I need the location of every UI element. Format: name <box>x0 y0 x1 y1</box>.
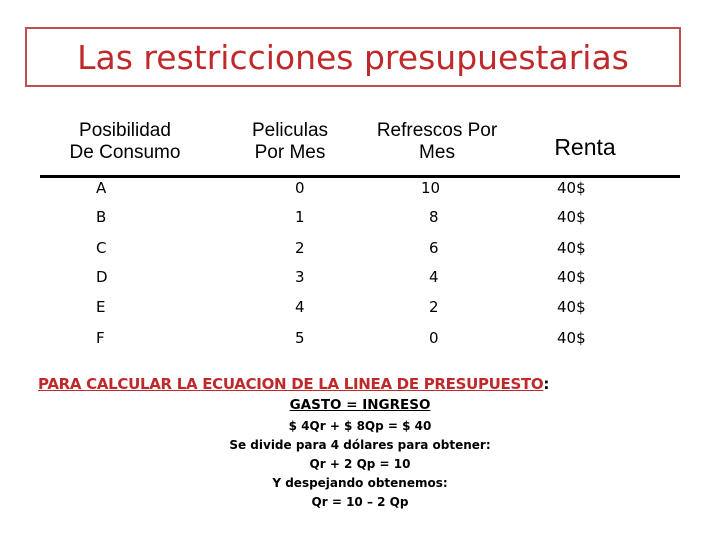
cell-peliculas: 3 <box>295 268 305 286</box>
cell-peliculas: 4 <box>295 298 305 316</box>
cell-renta: 40$ <box>557 179 586 197</box>
header-posibilidad <box>55 120 195 164</box>
calc-line-despejando: Y despejando obtenemos: <box>272 476 448 490</box>
cell-refrescos: 8 <box>429 208 439 226</box>
header-refrescos-text: Refrescos Por Mes <box>376 120 498 163</box>
slide-title: Las restricciones presupuestarias <box>77 37 629 77</box>
cell-renta: 40$ <box>557 329 586 347</box>
header-refrescos <box>362 120 512 164</box>
cell-peliculas: 1 <box>295 208 305 226</box>
cell-refrescos: 0 <box>429 329 439 347</box>
calc-line-simplified: Qr + 2 Qp = 10 <box>309 457 411 471</box>
cell-refrescos: 4 <box>429 268 439 286</box>
cell-renta: 40$ <box>557 268 586 286</box>
cell-option: B <box>96 208 107 226</box>
calc-heading-colon: : <box>543 375 550 393</box>
header-posibilidad-text: Posibilidad De Consumo <box>69 120 181 163</box>
header-renta-text: Renta <box>554 134 616 160</box>
cell-renta: 40$ <box>557 298 586 316</box>
cell-refrescos: 10 <box>421 179 441 197</box>
calc-line-equation: $ 4Qr + $ 8Qp = $ 40 <box>288 419 432 433</box>
title-box <box>25 27 681 87</box>
header-peliculas <box>235 120 345 164</box>
cell-peliculas: 2 <box>295 239 305 257</box>
calc-heading-text: PARA CALCULAR LA ECUACION DE LA LINEA DE PRESUPUESTO <box>38 375 544 393</box>
header-peliculas-text: Peliculas Por Mes <box>251 120 329 163</box>
cell-renta: 40$ <box>557 208 586 226</box>
calc-line-divide: Se divide para 4 dólares para obtener: <box>229 438 491 452</box>
header-rule <box>40 175 680 178</box>
cell-peliculas: 0 <box>295 179 305 197</box>
cell-option: A <box>96 179 107 197</box>
cell-option: D <box>96 268 108 286</box>
header-renta <box>535 136 635 158</box>
cell-refrescos: 2 <box>429 298 439 316</box>
cell-peliculas: 5 <box>295 329 305 347</box>
calc-heading <box>38 375 549 393</box>
calc-line-result: Qr = 10 – 2 Qp <box>311 495 409 509</box>
cell-option: F <box>96 329 105 347</box>
cell-renta: 40$ <box>557 239 586 257</box>
cell-option: E <box>96 298 106 316</box>
cell-option: C <box>96 239 107 257</box>
cell-refrescos: 6 <box>429 239 439 257</box>
calc-line-gasto: GASTO = INGRESO <box>289 397 431 413</box>
